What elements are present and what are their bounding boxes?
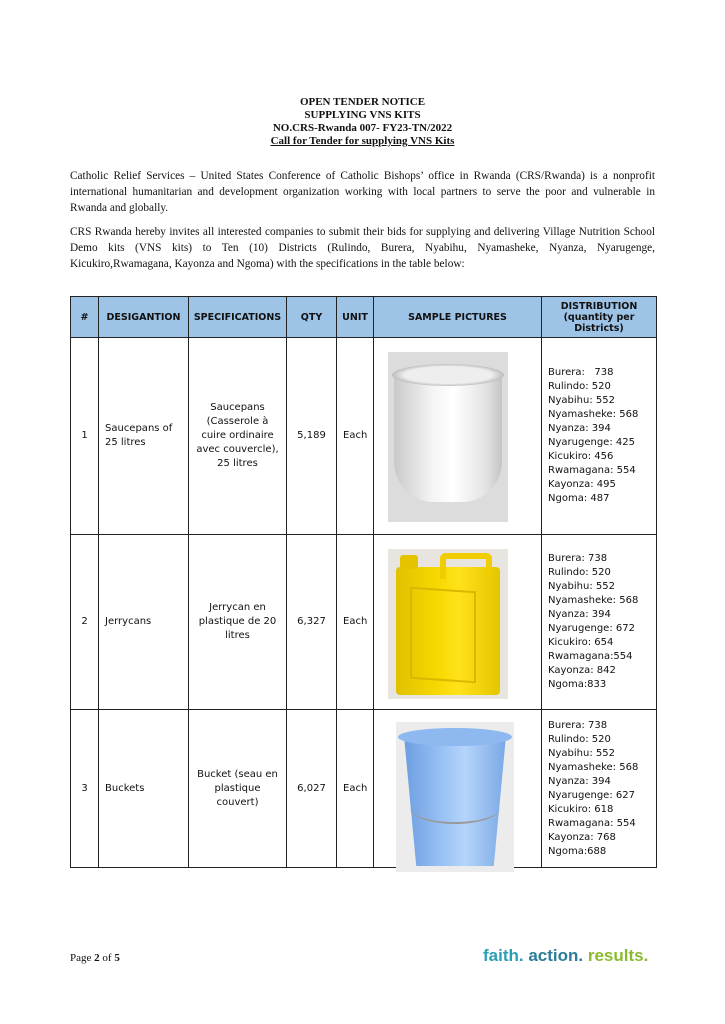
table-row bbox=[71, 338, 657, 535]
distribution-line: Nyamasheke: 568 bbox=[548, 409, 639, 420]
saucepan-image bbox=[388, 352, 508, 522]
distribution-line: Nyabihu: 552 bbox=[548, 581, 615, 592]
row-num: 3 bbox=[71, 710, 99, 868]
distribution-line: Kayonza: 842 bbox=[548, 665, 616, 676]
row-unit: Each bbox=[337, 710, 374, 868]
distribution-line: Ngoma:688 bbox=[548, 845, 607, 857]
header-title: OPEN TENDER NOTICE bbox=[299, 96, 426, 108]
distribution-line: Rwamagana: 554 bbox=[548, 817, 636, 829]
col-header-specifications: SPECIFICATIONS bbox=[189, 297, 287, 338]
row-picture-cell bbox=[374, 710, 542, 868]
distribution-line: Nyanza: 394 bbox=[548, 423, 611, 434]
row-qty: 6,327 bbox=[287, 535, 337, 710]
distribution-line: Kicukiro: 456 bbox=[548, 451, 614, 462]
distribution-line: Kicukiro: 618 bbox=[548, 803, 614, 815]
col-header-qty: QTY bbox=[287, 297, 337, 338]
tagline-faith: faith. bbox=[483, 946, 524, 965]
page-of: of bbox=[99, 952, 115, 964]
specifications-table bbox=[70, 296, 657, 868]
intro-paragraph: Catholic Relief Services – United States Conference of Catholic Bishops’ office in Rwanda (CRS/Rwanda) is a nonprofit international humanitarian and development organization working with local partners to serve the poor and vulnerable in Rwanda and globally. bbox=[70, 170, 655, 214]
row-unit: Each bbox=[337, 535, 374, 710]
distribution-line: Burera: 738 bbox=[548, 553, 608, 564]
col-header-unit: UNIT bbox=[337, 297, 374, 338]
distribution-line: Nyarugenge: 672 bbox=[548, 623, 635, 634]
row-num: 2 bbox=[71, 535, 99, 710]
table-header-row bbox=[71, 297, 657, 338]
distribution-line: Nyamasheke: 568 bbox=[548, 761, 639, 773]
table-row bbox=[71, 710, 657, 868]
col-header-designation: DESIGANTION bbox=[99, 297, 189, 338]
tagline-action: action. bbox=[523, 946, 584, 965]
distribution-line: Nyarugenge: 425 bbox=[548, 437, 635, 448]
distribution-line: Nyabihu: 552 bbox=[548, 747, 615, 759]
row-distribution bbox=[542, 710, 657, 868]
row-qty: 6,027 bbox=[287, 710, 337, 868]
row-specifications: Saucepans (Casserole à cuire ordinaire avec couvercle), 25 litres bbox=[189, 338, 287, 535]
page-number bbox=[70, 952, 120, 964]
row-picture-cell bbox=[374, 535, 542, 710]
distribution-line: Burera: 738 bbox=[548, 367, 614, 378]
distribution-line: Kicukiro: 654 bbox=[548, 637, 614, 648]
tagline-results: results. bbox=[583, 946, 649, 965]
invitation-paragraph: CRS Rwanda hereby invites all interested companies to submit their bids for supplying and delivering Village Nutrition School Demo kits (VNS kits) to Ten (10) Districts (Rulindo, Burera, Nyabihu, Nyamasheke, Nyanza, Nyarugenge, Kicukiro,Rwamagana, Kayonza and Ngoma) with the specifications in the table below: bbox=[70, 226, 655, 270]
col-header-num: # bbox=[71, 297, 99, 338]
distribution-line: Burera: 738 bbox=[548, 719, 608, 731]
distribution-line: Nyamasheke: 568 bbox=[548, 595, 639, 606]
bucket-image bbox=[396, 722, 514, 872]
distribution-line: Nyanza: 394 bbox=[548, 609, 611, 620]
col-header-pictures: SAMPLE PICTURES bbox=[374, 297, 542, 338]
col-header-distribution: DISTRIBUTION (quantity per Districts) bbox=[542, 297, 657, 338]
header-subtitle: SUPPLYING VNS KITS bbox=[304, 109, 421, 121]
distribution-line: Nyarugenge: 627 bbox=[548, 789, 635, 801]
crs-tagline-logo bbox=[483, 946, 648, 966]
row-qty: 5,189 bbox=[287, 338, 337, 535]
row-specifications: Bucket (seau en plastique couvert) bbox=[189, 710, 287, 868]
table-row bbox=[71, 535, 657, 710]
distribution-line: Rwamagana:554 bbox=[548, 651, 633, 662]
page-total: 5 bbox=[114, 952, 120, 964]
row-designation: Saucepans of 25 litres bbox=[99, 338, 189, 535]
page-prefix: Page bbox=[70, 952, 95, 964]
distribution-line: Rulindo: 520 bbox=[548, 567, 611, 578]
distribution-line: Kayonza: 768 bbox=[548, 831, 616, 843]
jerrycan-image bbox=[388, 549, 508, 699]
row-distribution bbox=[542, 338, 657, 535]
row-distribution bbox=[542, 535, 657, 710]
distribution-line: Kayonza: 495 bbox=[548, 479, 616, 490]
distribution-line: Rwamagana: 554 bbox=[548, 465, 636, 476]
distribution-line: Rulindo: 520 bbox=[548, 733, 611, 745]
distribution-line: Ngoma:833 bbox=[548, 679, 607, 690]
page-current: 2 bbox=[94, 952, 100, 964]
row-designation: Buckets bbox=[99, 710, 189, 868]
row-num: 1 bbox=[71, 338, 99, 535]
row-picture-cell bbox=[374, 338, 542, 535]
tender-header bbox=[0, 96, 725, 148]
distribution-line: Rulindo: 520 bbox=[548, 381, 611, 392]
row-designation: Jerrycans bbox=[99, 535, 189, 710]
distribution-line: Nyanza: 394 bbox=[548, 775, 611, 787]
header-call: Call for Tender for supplying VNS Kits bbox=[270, 135, 455, 147]
distribution-line: Ngoma: 487 bbox=[548, 493, 610, 504]
header-reference: NO.CRS-Rwanda 007- FY23-TN/2022 bbox=[272, 122, 453, 134]
row-specifications: Jerrycan en plastique de 20 litres bbox=[189, 535, 287, 710]
row-unit: Each bbox=[337, 338, 374, 535]
distribution-line: Nyabihu: 552 bbox=[548, 395, 615, 406]
